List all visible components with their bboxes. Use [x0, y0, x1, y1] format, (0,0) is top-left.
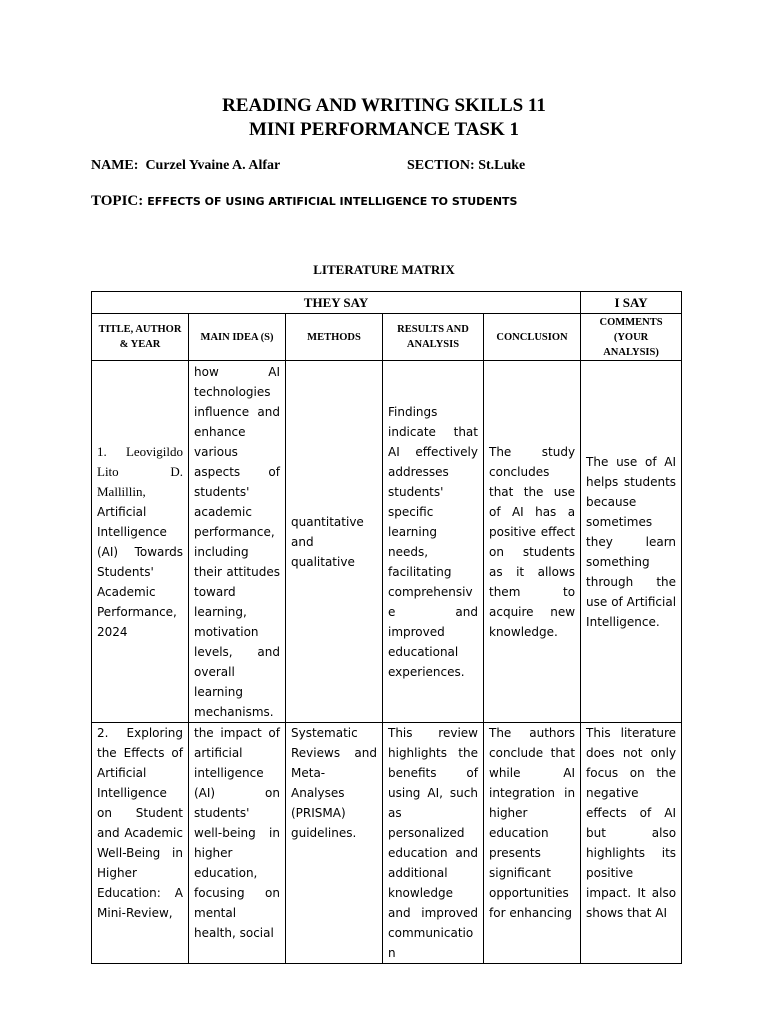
cell-conclusion: The authors conclude that while AI integration in higher education presents significant opportunities for enhancing [484, 723, 581, 964]
column-header-row [92, 314, 682, 361]
col-header-conclusion: CONCLUSION [484, 314, 581, 361]
cell-comments: The use of AI helps students because sometimes they learn something through the use of Artificial Intelligence. [581, 361, 682, 723]
topic-value: EFFECTS OF USING ARTIFICIAL INTELLIGENCE TO STUDENTS [147, 195, 518, 208]
document-subtitle: MINI PERFORMANCE TASK 1 [248, 119, 520, 140]
literature-matrix-table [91, 291, 682, 964]
name-value: Curzel Yvaine A. Alfar [145, 158, 281, 173]
cell-results: Findings indicate that AI effectively addresses students' specific learning needs, facilitating comprehensive and improved educational experiences. [383, 361, 484, 723]
group-header-row [92, 292, 682, 314]
cell-comments: This literature does not only focus on the negative effects of AI but also highlights its positive impact. It also shows that AI [581, 723, 682, 964]
table-row [92, 723, 682, 964]
topic-field [91, 192, 517, 210]
section-label: SECTION: [407, 158, 475, 173]
topic-label: TOPIC: [91, 193, 144, 209]
group-they-say: THEY SAY [92, 292, 581, 314]
name-field [91, 158, 280, 174]
table-row [92, 361, 682, 723]
group-i-say: I SAY [581, 292, 682, 314]
study-title: Artificial Intelligence (AI) Towards Students' Academic Performance, 2024 [97, 504, 183, 639]
name-label: NAME: [91, 158, 139, 173]
col-header-results: RESULTS AND ANALYSIS [383, 314, 484, 361]
col-header-main-idea: MAIN IDEA (S) [189, 314, 286, 361]
cell-title-author-year [92, 361, 189, 723]
section-value: St.Luke [478, 158, 526, 173]
cell-methods: Systematic Reviews and Meta-Analyses (PRISMA) guidelines. [286, 723, 383, 964]
col-header-title: TITLE, AUTHOR & YEAR [92, 314, 189, 361]
cell-main-idea: the impact of artificial intelligence (AI) on students' well-being in higher education, focusing on mental health, social [189, 723, 286, 964]
col-header-methods: METHODS [286, 314, 383, 361]
cell-methods: quantitative and qualitative [286, 361, 383, 723]
col-header-comments: COMMENTS (YOUR ANALYSIS) [581, 314, 682, 361]
cell-conclusion: The study concludes that the use of AI has a positive effect on students as it allows them to acquire new knowledge. [484, 361, 581, 723]
cell-results: This review highlights the benefits of using AI, such as personalized education and additional knowledge and improved communication [383, 723, 484, 964]
cell-title-author-year: 2. Exploring the Effects of Artificial Intelligence on Student and Academic Well-Being in Higher Education: A Mini-Review, [92, 723, 189, 964]
cell-main-idea: how AI technologies influence and enhance various aspects of students' academic performance, including their attitudes toward learning, motivation levels, and overall learning mechanisms. [189, 361, 286, 723]
document-title: READING AND WRITING SKILLS 11 [222, 95, 546, 116]
matrix-title: LITERATURE MATRIX [313, 262, 455, 277]
author-name: 1. Leovigildo Lito D. Mallillin, [97, 443, 183, 499]
section-field [407, 158, 525, 174]
